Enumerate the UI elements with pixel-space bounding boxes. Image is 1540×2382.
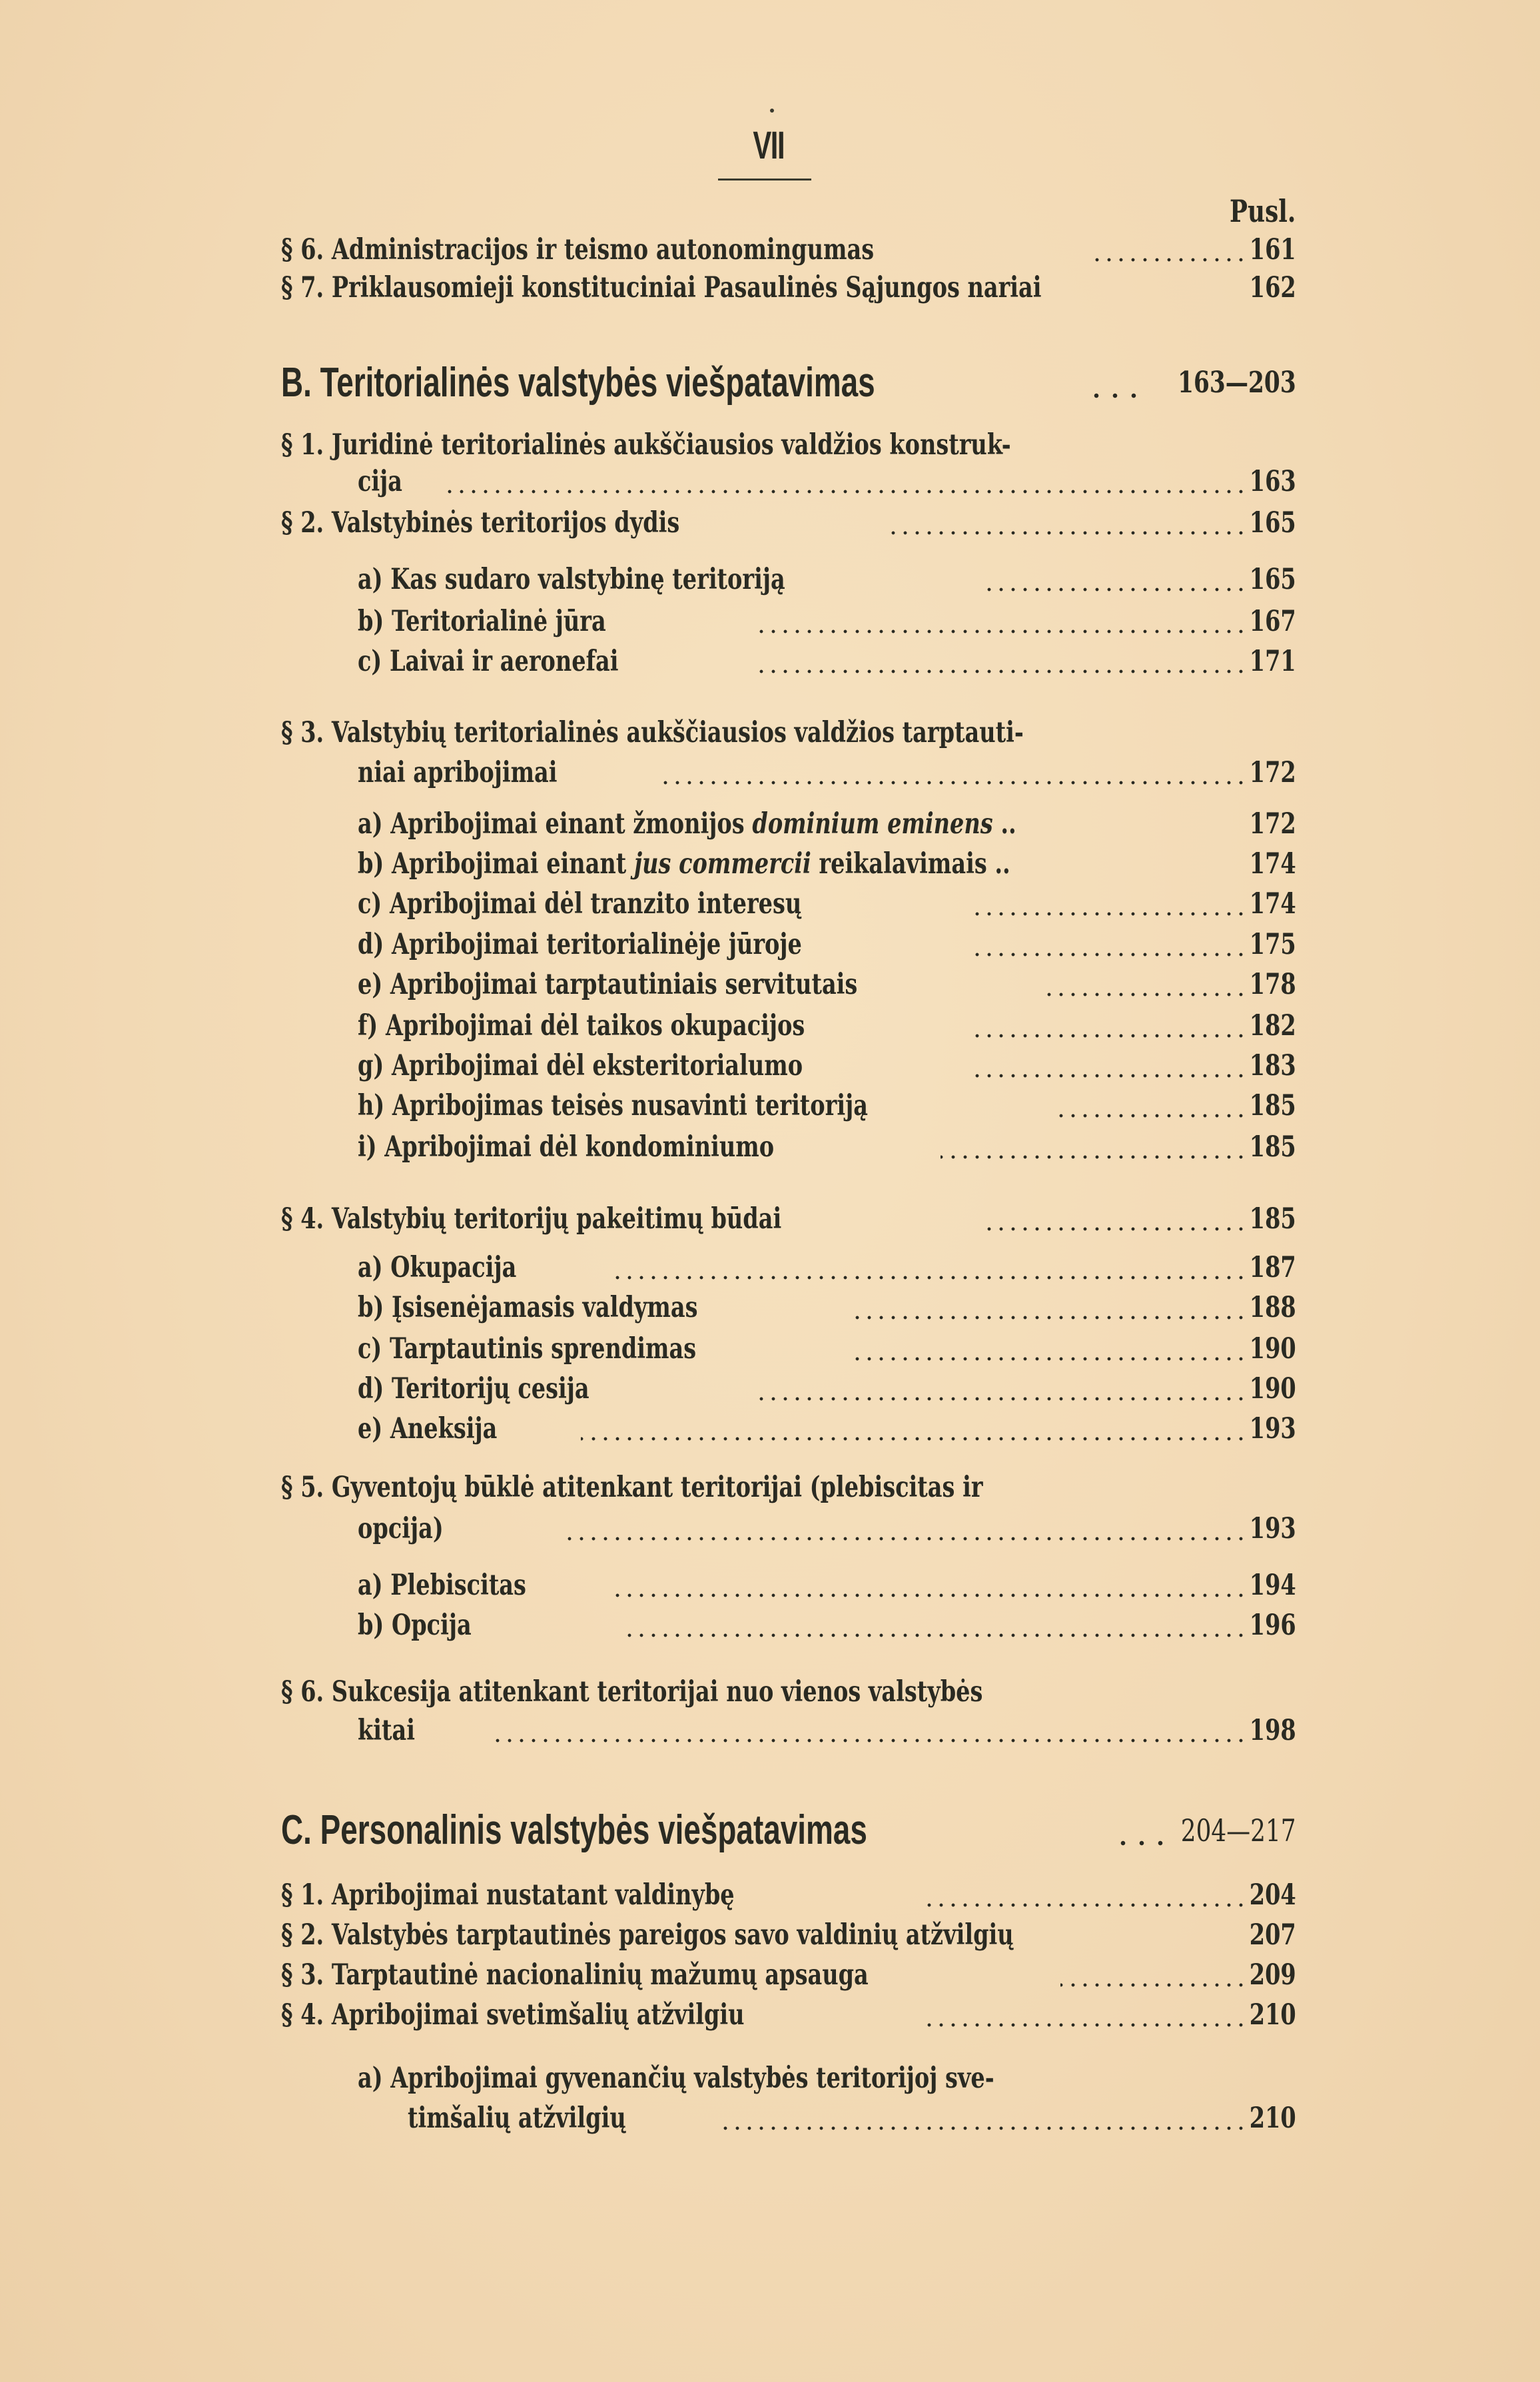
dot-leader — [927, 1995, 1247, 2035]
toc-subentry[interactable] — [0, 844, 1540, 884]
dot-leader — [847, 1288, 1247, 1328]
dot-leader — [941, 1127, 1247, 1167]
toc-subentry-page: 196 — [1249, 1609, 1296, 1642]
toc-subentry-text: b) Teritorialinė jūra — [358, 605, 606, 638]
toc-subentry[interactable] — [0, 1369, 1540, 1409]
toc-entry-text: § 6. Administracijos ir teismo autonomingumas — [281, 233, 875, 266]
latin-term: dominium eminens — [752, 807, 993, 841]
toc-subentry-page: 182 — [1249, 1009, 1296, 1042]
dot-leader — [1060, 1955, 1247, 1995]
toc-entry-page: 210 — [1249, 1998, 1296, 2032]
toc-subentry-text: a) Kas sudaro valstybinę teritoriją — [358, 563, 785, 596]
toc-entry-page: 209 — [1249, 1958, 1296, 1992]
toc-entry-line2[interactable] — [0, 753, 1540, 793]
toc-entry-page: 198 — [1249, 1714, 1296, 1747]
toc-subentry[interactable] — [0, 925, 1540, 965]
toc-entry[interactable] — [0, 1199, 1540, 1239]
toc-entry-text: § 6. Sukcesija atitenkant teritorijai nuo vienos valstybės — [281, 1675, 983, 1709]
toc-entry-text-cont: opcija) — [358, 1512, 444, 1545]
dot-leader — [1047, 965, 1247, 1004]
toc-entry-line2[interactable] — [0, 1509, 1540, 1549]
dot-leader — [1054, 1086, 1247, 1126]
toc-subentry-text: e) Aneksija — [358, 1412, 498, 1445]
toc-entry-text-cont: kitai — [358, 1714, 415, 1747]
toc-subentry-text: f) Apribojimai dėl taikos okupacijos — [358, 1009, 805, 1042]
toc-entry[interactable] — [0, 1915, 1540, 1955]
toc-entry-page: 162 — [1249, 271, 1296, 304]
toc-subentry-page: 174 — [1249, 847, 1296, 881]
dot-leader — [661, 753, 1247, 793]
toc-entry-text: § 7. Priklausomieji konstituciniai Pasaulinės Sąjungos nariai — [281, 271, 1042, 304]
dot-leader — [721, 2098, 1247, 2138]
toc-subentry-page: 210 — [1249, 2102, 1296, 2135]
toc-subentry-text: g) Apribojimai dėl eksteritorialumo — [358, 1049, 803, 1082]
toc-entry-text-cont: cija — [358, 465, 403, 498]
toc-subentry-page: 194 — [1249, 1569, 1296, 1602]
section-page-range: 163—203 — [1178, 366, 1296, 400]
dot-leader — [1094, 230, 1247, 270]
toc-subentry-text: d) Apribojimai teritorialinėje jūroje — [358, 928, 802, 961]
toc-subentry[interactable] — [0, 804, 1540, 844]
toc-subentry-text: b) Opcija — [358, 1609, 472, 1642]
toc-entry-text: § 5. Gyventojų būklė atitenkant teritorijai (plebiscitas ir — [281, 1471, 983, 1504]
toc-subentry-page: 183 — [1249, 1049, 1296, 1082]
toc-subentry-text: a) Apribojimai gyvenančių valstybės teritorijoj sve- — [358, 2062, 994, 2095]
dot-leader — [621, 1605, 1247, 1645]
toc-subentry-text: e) Apribojimai tarptautiniais servitutais — [358, 968, 858, 1001]
toc-subentry[interactable] — [0, 601, 1540, 641]
toc-subentry[interactable] — [0, 1329, 1540, 1369]
dot-leader — [1087, 356, 1140, 410]
toc-entry[interactable] — [0, 268, 1540, 308]
toc-subentry[interactable] — [0, 1127, 1540, 1167]
toc-entry-text: § 2. Valstybės tarptautinės pareigos savo valdinių atžvilgių — [281, 1918, 1014, 1952]
toc-entry-page: 172 — [1249, 756, 1296, 789]
toc-entry-text-cont: niai apribojimai — [358, 756, 558, 789]
toc-subentry[interactable] — [0, 560, 1540, 599]
toc-entry[interactable] — [0, 1875, 1540, 1915]
toc-subentry[interactable] — [0, 641, 1540, 681]
toc-entry[interactable] — [0, 503, 1540, 543]
toc-entry-text: § 4. Apribojimai svetimšalių atžvilgiu — [281, 1998, 745, 2032]
toc-entry-page: 163 — [1249, 465, 1296, 498]
toc-subentry[interactable] — [0, 884, 1540, 924]
toc-entry[interactable] — [0, 230, 1540, 270]
toc-entry-text: § 1. Juridinė teritorialinės aukščiausios valdžios konstruk- — [281, 428, 1011, 462]
toc-subentry-page: 178 — [1249, 968, 1296, 1001]
dot-leader — [927, 1875, 1247, 1915]
toc-subentry[interactable] — [0, 1605, 1540, 1645]
dot-leader — [568, 1509, 1247, 1549]
dot-leader — [987, 560, 1247, 599]
toc-subentry-text: h) Apribojimas teisės nusavinti teritoriją — [358, 1089, 868, 1122]
dot-leader — [494, 1711, 1247, 1751]
section-heading-c[interactable] — [0, 1804, 1540, 1857]
toc-subentry-page: 188 — [1249, 1291, 1296, 1324]
section-title: B. Teritorialinės valstybės viešpatavimas — [281, 360, 875, 406]
toc-subentry-text: i) Apribojimai dėl kondominiumo — [358, 1130, 775, 1164]
dot-leader — [847, 1329, 1247, 1369]
dot-leader — [974, 1046, 1247, 1086]
toc-subentry-text: a) Apribojimai einant žmonijos dominium eminens .. — [358, 807, 1016, 841]
toc-entry[interactable] — [0, 1955, 1540, 1995]
dot-leader — [974, 1006, 1247, 1046]
page-column-header: Pusl. — [1229, 193, 1296, 229]
toc-entry-line1[interactable] — [0, 425, 1540, 465]
toc-entry-page: 161 — [1249, 233, 1296, 266]
toc-entry-page: 204 — [1249, 1878, 1296, 1912]
dot-leader — [974, 925, 1247, 965]
toc-subentry-page: 185 — [1249, 1130, 1296, 1164]
toc-subentry-page: 185 — [1249, 1089, 1296, 1122]
toc-entry-text: § 3. Valstybių teritorialinės aukščiausios valdžios tarptauti- — [281, 716, 1024, 749]
dot-leader — [754, 601, 1247, 641]
toc-subentry-text: c) Tarptautinis sprendimas — [358, 1332, 697, 1366]
toc-subentry-page: 167 — [1249, 605, 1296, 638]
toc-subentry[interactable] — [0, 965, 1540, 1004]
toc-subentry-text: b) Apribojimai einant jus commercii reikalavimais .. — [358, 847, 1010, 881]
latin-term: jus commercii — [633, 847, 811, 881]
toc-subentry-text: b) Įsisenėjamasis valdymas — [358, 1291, 698, 1324]
toc-subentry-text: d) Teritorijų cesija — [358, 1372, 589, 1405]
toc-subentry-page: 190 — [1249, 1372, 1296, 1405]
page-number-rule — [718, 179, 811, 181]
toc-subentry-text-cont: timšalių atžvilgių — [408, 2102, 626, 2135]
toc-subentry-page: 172 — [1249, 807, 1296, 841]
toc-entry-text: § 1. Apribojimai nustatant valdinybę — [281, 1878, 735, 1912]
toc-subentry[interactable] — [0, 1409, 1540, 1449]
toc-subentry[interactable] — [0, 1565, 1540, 1605]
toc-subentry-text: a) Plebiscitas — [358, 1569, 526, 1602]
dot-leader — [581, 1409, 1247, 1449]
toc-subentry[interactable] — [0, 1046, 1540, 1086]
toc-subentry-page: 175 — [1249, 928, 1296, 961]
toc-entry-line1[interactable] — [0, 713, 1540, 753]
dot-leader — [754, 1369, 1247, 1409]
section-title: C. Personalinis valstybės viešpatavimas — [281, 1807, 867, 1853]
page-number: VII — [753, 124, 785, 167]
toc-entry-line2[interactable] — [0, 1711, 1540, 1751]
toc-entry-page: 185 — [1249, 1202, 1296, 1236]
toc-subentry[interactable] — [0, 1086, 1540, 1126]
page-top-dot — [770, 109, 774, 113]
toc-entry-text: § 2. Valstybinės teritorijos dydis — [281, 506, 680, 540]
section-page-range: 204—217 — [1181, 1812, 1296, 1848]
toc-entry-page: 165 — [1249, 506, 1296, 540]
toc-subentry-page: 193 — [1249, 1412, 1296, 1445]
toc-subentry-text: a) Okupacija — [358, 1251, 517, 1284]
toc-entry-page: 207 — [1249, 1918, 1296, 1952]
toc-subentry-page: 190 — [1249, 1332, 1296, 1366]
dot-leader — [1114, 1804, 1167, 1857]
dot-leader — [754, 641, 1247, 681]
toc-entry-line1[interactable] — [0, 1467, 1540, 1507]
dot-leader — [974, 884, 1247, 924]
toc-subentry-page: 171 — [1249, 645, 1296, 678]
dot-leader — [980, 1199, 1247, 1239]
toc-subentry[interactable] — [0, 1006, 1540, 1046]
section-heading-b[interactable] — [0, 356, 1540, 410]
toc-subentry-line1[interactable] — [0, 2058, 1540, 2098]
toc-entry-line1[interactable] — [0, 1672, 1540, 1712]
toc-subentry-text: c) Apribojimai dėl tranzito interesų — [358, 887, 802, 921]
toc-entry-page: 193 — [1249, 1512, 1296, 1545]
dot-leader — [441, 462, 1247, 502]
toc-subentry[interactable] — [0, 1288, 1540, 1328]
toc-entry-text: § 3. Tarptautinė nacionalinių mažumų apsauga — [281, 1958, 869, 1992]
dot-leader — [887, 503, 1247, 543]
toc-subentry-text: c) Laivai ir aeronefai — [358, 645, 619, 678]
toc-subentry-page: 187 — [1249, 1251, 1296, 1284]
dot-leader — [607, 1248, 1247, 1288]
toc-entry[interactable] — [0, 1995, 1540, 2035]
toc-subentry[interactable] — [0, 1248, 1540, 1288]
toc-subentry-page: 174 — [1249, 887, 1296, 921]
toc-subentry-page: 165 — [1249, 563, 1296, 596]
toc-subentry-line2[interactable] — [0, 2098, 1540, 2138]
toc-entry-text: § 4. Valstybių teritorijų pakeitimų būdai — [281, 1202, 782, 1236]
dot-leader — [607, 1565, 1247, 1605]
toc-entry-line2[interactable] — [0, 462, 1540, 502]
